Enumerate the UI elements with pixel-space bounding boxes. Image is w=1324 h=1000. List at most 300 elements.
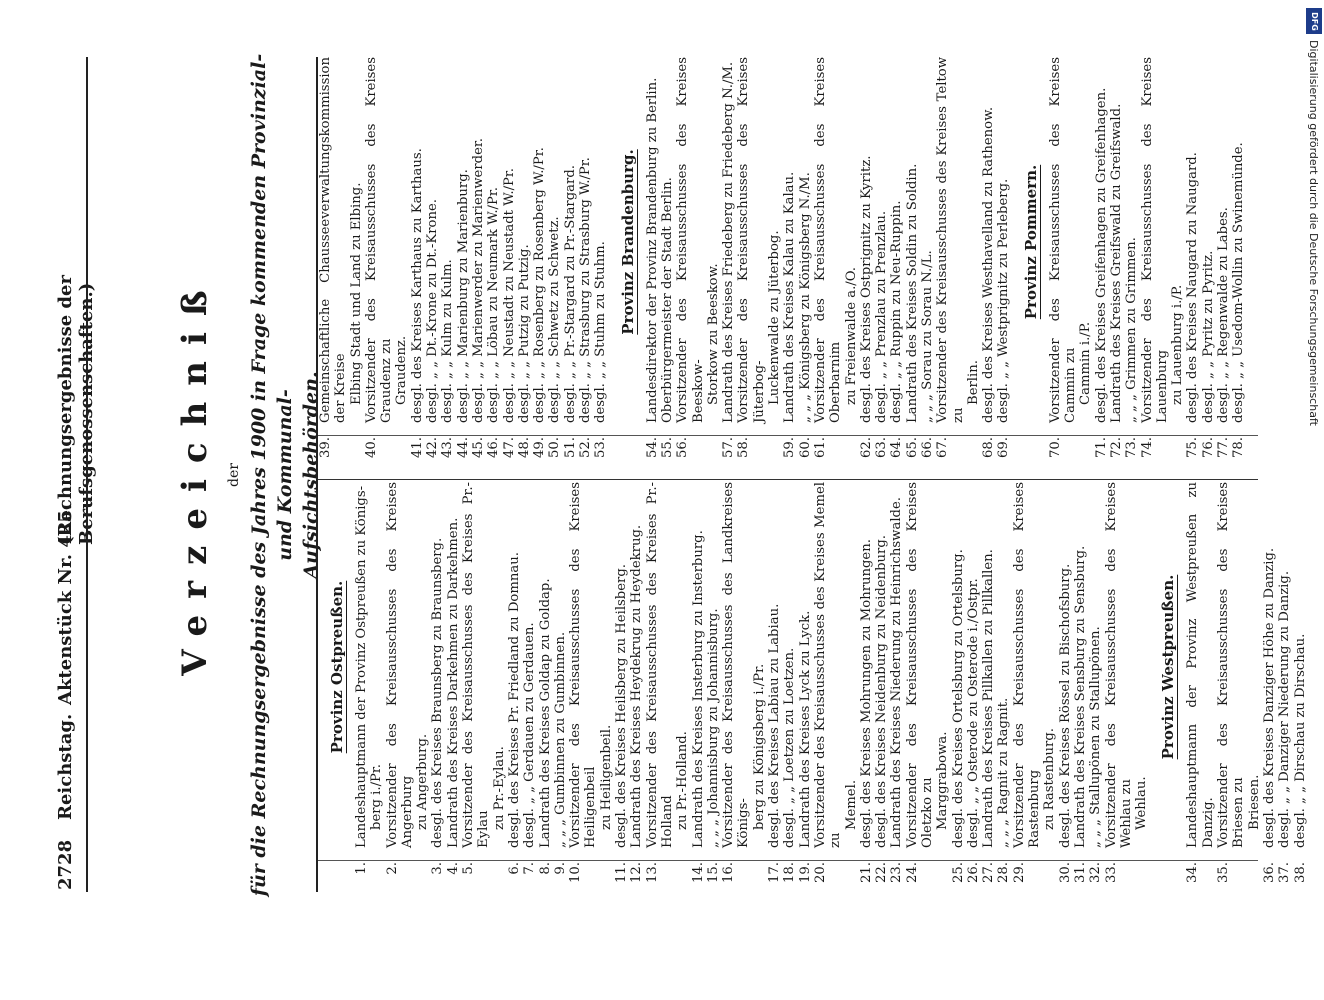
- item-continuation-line: Memel.: [843, 779, 859, 830]
- item-number: 69.: [996, 437, 1012, 458]
- item-line: desgl. „ „ Usedom-Wollin zu Swinemünde.: [1231, 142, 1247, 423]
- list-item: [859, 57, 874, 467]
- item-number: 50.: [547, 437, 563, 458]
- item-number: 37.: [1277, 862, 1293, 883]
- item-line: desgl. des Kreises Naugard zu Naugard.: [1185, 152, 1201, 423]
- item-text: [798, 57, 813, 425]
- list-item: [456, 57, 471, 467]
- list-item: [486, 57, 501, 467]
- item-text: [1109, 57, 1124, 425]
- list-item: [532, 57, 547, 467]
- item-number: 55.: [659, 437, 675, 458]
- item-line: desgl. „ „ Osterode zu Osterode i./Ostpr.: [965, 578, 981, 848]
- item-number: 46.: [486, 437, 502, 458]
- list-item: [736, 57, 782, 467]
- item-number: 42.: [425, 437, 441, 458]
- item-continuation-line: zu Lauenburg i./P.: [1170, 284, 1186, 405]
- item-number: 11.: [614, 862, 630, 883]
- item-line: desgl. „ „ Regenwalde zu Labes.: [1216, 207, 1232, 423]
- item-line: Landeshauptmann der Provinz Ostpreußen zu Königs-: [354, 485, 369, 848]
- item-text: [1048, 57, 1094, 425]
- list-item: [471, 57, 486, 467]
- item-number: 76.: [1200, 437, 1216, 458]
- item-line: Landrath des Kreises Lyck zu Lyck.: [797, 610, 813, 848]
- item-text: [364, 57, 410, 425]
- item-line: desgl. „ „ Neustadt zu Neustadt W./Pr.: [501, 168, 517, 423]
- item-number: 4.: [445, 862, 461, 875]
- item-number: 72.: [1108, 437, 1124, 458]
- item-text: [736, 57, 782, 425]
- item-number: 13.: [644, 862, 660, 883]
- item-number: 25.: [950, 862, 966, 883]
- header-aktenstueck: Aktenstück Nr. 425.: [55, 503, 76, 705]
- item-number: 51.: [562, 437, 578, 458]
- item-text: [1185, 57, 1200, 425]
- item-line: Vorsitzender des Kreisausschusses des Kreises Pr.-Eylau: [461, 482, 492, 848]
- item-number: 30.: [1057, 862, 1073, 883]
- list-item: [721, 57, 736, 467]
- item-number: 75.: [1185, 437, 1201, 458]
- list-item: [721, 482, 767, 892]
- item-text: [981, 57, 996, 425]
- item-text: [486, 57, 501, 425]
- item-line: Landrath des Kreises Niederung zu Heinrichswalde.: [889, 497, 905, 848]
- item-text: [935, 57, 981, 425]
- list-item: [1058, 482, 1073, 892]
- item-line: Vorsitzender des Kreisausschusses des Kreises Briesen zu: [1216, 482, 1247, 848]
- list-item: [645, 57, 660, 467]
- digitization-note: [1304, 40, 1324, 990]
- item-text: [385, 482, 431, 850]
- item-line: Vorsitzender des Kreisausschusses des Kreises Angerburg: [384, 482, 415, 848]
- document-subtitle: [246, 50, 324, 900]
- list-item: [1185, 57, 1200, 467]
- item-number: 34.: [1185, 862, 1201, 883]
- item-text: [593, 57, 608, 425]
- item-text: [629, 482, 644, 850]
- item-number: 68.: [981, 437, 997, 458]
- item-text: [920, 57, 935, 425]
- item-line: Landrath des Kreises Kalau zu Kalau.: [782, 171, 798, 423]
- item-text: [813, 57, 859, 425]
- item-number: 15.: [705, 862, 721, 883]
- list-item: [1124, 57, 1139, 467]
- right-column: [318, 57, 1258, 467]
- item-line: desgl. des Kreises Ostprignitz zu Kyritz.: [858, 155, 874, 423]
- dfg-logo: [1306, 8, 1322, 34]
- item-text: [1231, 57, 1246, 425]
- item-number: 45.: [470, 437, 486, 458]
- document-title: Verzeichniß: [175, 274, 215, 676]
- item-continuation-line: Briesen.: [1246, 774, 1262, 830]
- list-item: [614, 482, 629, 892]
- item-line: desgl. des Kreises Mohrungen zu Mohrungen.: [858, 539, 874, 848]
- list-item: [691, 482, 706, 892]
- item-text: [966, 482, 981, 850]
- item-line: Vorsitzender des Kreisausschusses des Kreises Jüterbog-: [736, 57, 767, 423]
- list-item: [553, 482, 568, 892]
- item-continuation-line: zu Rastenburg.: [1042, 728, 1058, 830]
- item-number: 41.: [409, 437, 425, 458]
- list-item: [996, 482, 1011, 892]
- item-continuation-line: zu Freienwalde a./O.: [843, 267, 859, 405]
- item-line: Landrath des Kreises Insterburg zu Insterburg.: [690, 530, 706, 848]
- column-separator: [318, 479, 1258, 480]
- list-item: [563, 57, 578, 467]
- item-line: desgl. „ „ Pyritz zu Pyritz.: [1200, 250, 1216, 423]
- list-item: [446, 482, 461, 892]
- list-item: [461, 482, 507, 892]
- item-number: 71.: [1093, 437, 1109, 458]
- item-number: 65.: [904, 437, 920, 458]
- item-text: [798, 482, 813, 850]
- item-line: Landrath des Kreises Darkehmen zu Darkehmen.: [445, 517, 461, 848]
- item-continuation-line: zu Angerburg.: [415, 733, 431, 830]
- item-text: [1185, 482, 1216, 850]
- item-text: [1088, 482, 1103, 850]
- item-number: 48.: [516, 437, 532, 458]
- list-item: [813, 482, 859, 892]
- list-item: [1109, 57, 1124, 467]
- list-item: [874, 57, 889, 467]
- list-item: [502, 57, 517, 467]
- item-number: 29.: [1011, 862, 1027, 883]
- title-der: der: [226, 463, 242, 487]
- item-number: 16.: [721, 862, 737, 883]
- item-text: [1262, 482, 1277, 850]
- list-item: [859, 482, 874, 892]
- item-number: 10.: [568, 862, 584, 883]
- item-number: 62.: [858, 437, 874, 458]
- item-line: „ „ „ Königsberg zu Königsberg N./M.: [797, 172, 813, 423]
- item-text: [691, 482, 706, 850]
- list-item: [1094, 57, 1109, 467]
- section-heading: Provinz Westpreußen.: [1159, 574, 1178, 760]
- list-item: [645, 482, 691, 892]
- item-text: [547, 57, 562, 425]
- list-item: [522, 482, 537, 892]
- item-text: [706, 482, 721, 850]
- left-column: [318, 482, 1308, 892]
- item-number: 58.: [736, 437, 752, 458]
- item-number: 21.: [858, 862, 874, 883]
- item-line: desgl. des Kreises Rössel zu Bischofsburg.: [1057, 563, 1073, 848]
- item-number: 52.: [578, 437, 594, 458]
- item-line: Vorsitzender des Kreisausschusses des Kreises Cammin zu: [1047, 57, 1079, 423]
- item-text: [1012, 482, 1058, 850]
- list-item: [996, 57, 1011, 467]
- item-number: 53.: [593, 437, 609, 458]
- item-continuation-line: Luckenwalde zu Jüterbog.: [767, 230, 783, 405]
- item-line: Vorsitzender des Kreisausschusses des Kreises Heiligenbeil: [568, 482, 599, 848]
- item-line: Vorsitzender des Kreisausschusses des Landkreises Königs-: [721, 482, 752, 848]
- list-item: [920, 57, 935, 467]
- list-item: [981, 482, 996, 892]
- item-line: Landeshauptmann der Provinz Westpreußen zu Danzig.: [1185, 482, 1216, 848]
- list-item: [981, 57, 996, 467]
- item-text: [440, 57, 455, 425]
- item-number: 66.: [919, 437, 935, 458]
- page-number: 2728: [55, 839, 76, 890]
- item-text: [318, 57, 364, 425]
- item-text: [461, 482, 507, 850]
- item-number: 19.: [797, 862, 813, 883]
- item-text: [446, 482, 461, 850]
- item-line: Oberbürgermeister der Stadt Berlin.: [659, 177, 675, 423]
- item-text: [1094, 57, 1109, 425]
- item-line: desgl. „ „ Schwetz zu Schwetz.: [547, 216, 563, 423]
- item-number: 17.: [767, 862, 783, 883]
- item-line: desgl. des Kreises Labiau zu Labiau.: [767, 603, 783, 848]
- item-text: [1216, 482, 1262, 850]
- item-line: Landrath des Kreises Sensburg zu Sensburg.: [1072, 545, 1088, 848]
- item-number: 27.: [981, 862, 997, 883]
- item-text: [981, 482, 996, 850]
- item-line: Vorsitzender des Kreisausschusses des Kreises Lauenburg: [1139, 57, 1170, 423]
- item-line: desgl. des Kreises Pr. Friedland zu Domnau.: [506, 552, 522, 848]
- list-item: [568, 482, 614, 892]
- item-text: [1104, 482, 1150, 850]
- item-continuation-line: Storkow zu Beeskow.: [705, 263, 721, 405]
- item-number: 47.: [501, 437, 517, 458]
- item-text: [354, 482, 385, 850]
- section-heading: Provinz Brandenburg.: [618, 149, 637, 335]
- item-line: Vorsitzender des Kreisausschusses des Kreises Memel zu: [812, 482, 844, 848]
- item-line: desgl. „ „ Marienburg zu Marienburg.: [455, 169, 471, 423]
- list-item: [1048, 57, 1094, 467]
- list-item: [538, 482, 553, 892]
- header-rule: [86, 57, 88, 892]
- item-line: Landrath des Kreises Goldap zu Goldap.: [537, 578, 553, 848]
- item-number: 3.: [430, 862, 446, 875]
- item-number: 33.: [1103, 862, 1119, 883]
- item-text: [614, 482, 629, 850]
- header-subject: (Rechnungsergebnisse der Berufsgenossenschaften.): [55, 275, 97, 545]
- item-line: desgl. des Kreises Heilsberg zu Heilsberg.: [614, 564, 630, 848]
- item-text: [538, 482, 553, 850]
- item-continuation-line: zu Pr.-Holland.: [675, 731, 691, 830]
- item-line: „ „ „ Johannisburg zu Johannisburg.: [705, 608, 721, 848]
- item-number: 74.: [1139, 437, 1155, 458]
- item-number: 70.: [1047, 437, 1063, 458]
- item-text: [410, 57, 425, 425]
- list-item: [1140, 57, 1186, 467]
- list-item: [578, 57, 593, 467]
- item-text: [675, 57, 721, 425]
- list-item: [1262, 482, 1277, 892]
- item-line: Landrath des Kreises Greifswald zu Greifswald.: [1108, 103, 1124, 423]
- item-text: [721, 482, 767, 850]
- running-header: [55, 60, 97, 890]
- item-line: Vorsitzender des Kreisausschusses des Kreises Oberbarnim: [812, 57, 844, 423]
- list-item: [1012, 482, 1058, 892]
- list-item: [1088, 482, 1103, 892]
- item-number: 5.: [461, 862, 477, 875]
- list-item: [354, 482, 385, 892]
- item-continuation-line: zu Pr.-Eylau.: [491, 746, 507, 830]
- item-line: „ „ „ Stallupönen zu Stallupönen.: [1088, 626, 1104, 848]
- item-number: 36.: [1261, 862, 1277, 883]
- list-item: [425, 57, 440, 467]
- item-continuation-line: Marggrabowa.: [935, 731, 951, 830]
- item-line: desgl. des Kreises Karthaus zu Karthaus.: [409, 148, 425, 423]
- item-text: [578, 57, 593, 425]
- item-number: 78.: [1231, 437, 1247, 458]
- item-number: 60.: [797, 437, 813, 458]
- item-text: [951, 482, 966, 850]
- item-continuation-line: Wehlau.: [1134, 776, 1150, 830]
- list-item: [1216, 57, 1231, 467]
- list-item: [782, 57, 797, 467]
- list-item: [874, 482, 889, 892]
- item-line: desgl. „ „ Westprignitz zu Perleberg.: [996, 178, 1012, 423]
- list-item: [1216, 482, 1262, 892]
- item-text: [813, 482, 859, 850]
- item-line: Vorsitzender des Kreisausschusses des Kreises Teltow zu: [935, 57, 966, 423]
- item-text: [645, 57, 660, 425]
- item-text: [425, 57, 440, 425]
- item-number: 64.: [889, 437, 905, 458]
- item-number: 39.: [318, 437, 333, 458]
- item-continuation-line: berg i./Pr.: [369, 764, 385, 830]
- item-text: [782, 57, 797, 425]
- list-item: [1231, 57, 1246, 467]
- item-number: 35.: [1216, 862, 1232, 883]
- item-text: [456, 57, 471, 425]
- item-line: desgl. „ „ Marienwerder zu Marienwerder.: [470, 138, 486, 423]
- item-continuation-line: berg zu Königsberg i./Pr.: [751, 663, 767, 830]
- item-line: desgl. „ „ Strasburg zu Strasburg W./Pr.: [578, 157, 594, 423]
- item-text: [1073, 482, 1088, 850]
- item-text: [522, 482, 537, 850]
- item-number: 57.: [721, 437, 737, 458]
- item-number: 6.: [506, 862, 522, 875]
- item-number: 7.: [522, 862, 538, 875]
- list-item: [430, 482, 445, 892]
- item-text: [859, 482, 874, 850]
- item-text: [889, 482, 904, 850]
- list-item: [1277, 482, 1292, 892]
- item-number: 61.: [812, 437, 828, 458]
- list-item: [905, 57, 920, 467]
- item-number: 14.: [690, 862, 706, 883]
- item-line: desgl. „ „ Prenzlau zu Prenzlau.: [874, 210, 890, 423]
- item-line: desgl. des Kreises Westhavelland zu Rathenow.: [981, 106, 997, 423]
- item-line: Vorsitzender des Kreisausschusses des Kreises Graudenz zu: [363, 57, 395, 423]
- list-item: [517, 57, 532, 467]
- item-number: 9.: [552, 862, 568, 875]
- item-line: „ „ „ Gumbinnen zu Gumbinnen.: [552, 631, 568, 848]
- digitization-note-text: Digitalisierung gefördert durch die Deutsche Forschungsgemeinschaft: [1307, 40, 1320, 426]
- list-item: [966, 482, 981, 892]
- item-text: [553, 482, 568, 850]
- list-item: [547, 57, 562, 467]
- item-text: [889, 57, 904, 425]
- item-text: [996, 57, 1011, 425]
- item-line: desgl. „ „ Löbau zu Neumark W./Pr.: [486, 187, 502, 423]
- item-line: „ „ „ Sorau zu Sorau N./L.: [919, 250, 935, 423]
- item-line: desgl. des Kreises Braunsberg zu Braunsberg.: [430, 537, 446, 848]
- item-number: 43.: [440, 437, 456, 458]
- item-line: desgl. „ „ Kulm zu Kulm.: [440, 259, 456, 423]
- section-heading: Provinz Pommern.: [1021, 164, 1040, 320]
- item-text: [471, 57, 486, 425]
- list-item: [593, 57, 608, 467]
- header-reichstag: Reichstag.: [55, 713, 76, 820]
- item-text: [502, 57, 517, 425]
- item-number: 20.: [812, 862, 828, 883]
- list-item: [629, 482, 644, 892]
- list-item: [385, 482, 431, 892]
- item-line: Vorsitzender des Kreisausschusses des Kreises Rastenburg: [1011, 482, 1043, 848]
- item-line: Landesdirektor der Provinz Brandenburg zu Berlin.: [644, 77, 660, 423]
- list-item: [675, 57, 721, 467]
- list-item: [706, 482, 721, 892]
- dfg-logo-text: DFG: [1309, 11, 1319, 31]
- item-line: desgl. „ „ Pr.-Stargard zu Pr.-Stargard.: [562, 165, 578, 423]
- list-item: [798, 482, 813, 892]
- item-number: 63.: [874, 437, 890, 458]
- item-number: 28.: [996, 862, 1012, 883]
- item-line: desgl. „ „ Dt.-Krone zu Dt.-Krone.: [425, 199, 441, 423]
- item-number: 67.: [935, 437, 951, 458]
- item-text: [874, 482, 889, 850]
- item-text: [905, 482, 951, 850]
- item-line: Gemeinschaftliche Chausseeverwaltungskommission der Kreise: [318, 57, 349, 423]
- item-number: 44.: [455, 437, 471, 458]
- item-text: [1216, 57, 1231, 425]
- item-number: 24.: [904, 862, 920, 883]
- item-number: 26.: [965, 862, 981, 883]
- item-continuation-line: Cammin i./P.: [1078, 321, 1094, 405]
- item-text: [507, 482, 522, 850]
- list-item: [889, 482, 904, 892]
- list-item: [1073, 482, 1088, 892]
- list-item: [798, 57, 813, 467]
- item-line: Vorsitzender des Kreisausschusses des Kreises Oletzko zu: [904, 482, 935, 848]
- list-item: [318, 57, 364, 467]
- item-text: [1201, 57, 1216, 425]
- item-number: 22.: [874, 862, 890, 883]
- item-text: [568, 482, 614, 850]
- item-continuation-line: Berlin.: [965, 360, 981, 405]
- item-line: desgl. „ „ Ruppin zu Neu-Ruppin.: [889, 200, 905, 423]
- item-text: [874, 57, 889, 425]
- item-line: desgl. des Kreises Ortelsburg zu Ortelsburg.: [950, 549, 966, 848]
- list-item: [782, 482, 797, 892]
- item-text: [1140, 57, 1186, 425]
- item-number: 23.: [889, 862, 905, 883]
- subtitle-line-1: für die Rechnungsergebnisse des Jahres 1900 in Frage kommenden Provinzial- und Kommunal-: [248, 53, 296, 897]
- item-line: desgl. „ „ Dirschau zu Dirschau.: [1292, 633, 1308, 848]
- item-line: desgl. des Kreises Danziger Höhe zu Danzig.: [1261, 547, 1277, 848]
- item-number: 59.: [782, 437, 798, 458]
- item-continuation-line: Graudenz.: [394, 335, 410, 405]
- item-line: desgl. „ „ Gerdauen zu Gerdauen.: [522, 622, 538, 848]
- item-text: [563, 57, 578, 425]
- item-text: [721, 57, 736, 425]
- list-item: [813, 57, 859, 467]
- item-number: 8.: [537, 862, 553, 875]
- item-text: [859, 57, 874, 425]
- list-item: [767, 482, 782, 892]
- item-number: 77.: [1216, 437, 1232, 458]
- item-text: [1277, 482, 1292, 850]
- item-text: [1124, 57, 1139, 425]
- item-line: desgl. „ „ Danziger Niederung zu Danzig.: [1277, 570, 1293, 848]
- item-number: 2.: [384, 862, 400, 875]
- item-continuation-line: zu Heiligenbeil.: [598, 724, 614, 830]
